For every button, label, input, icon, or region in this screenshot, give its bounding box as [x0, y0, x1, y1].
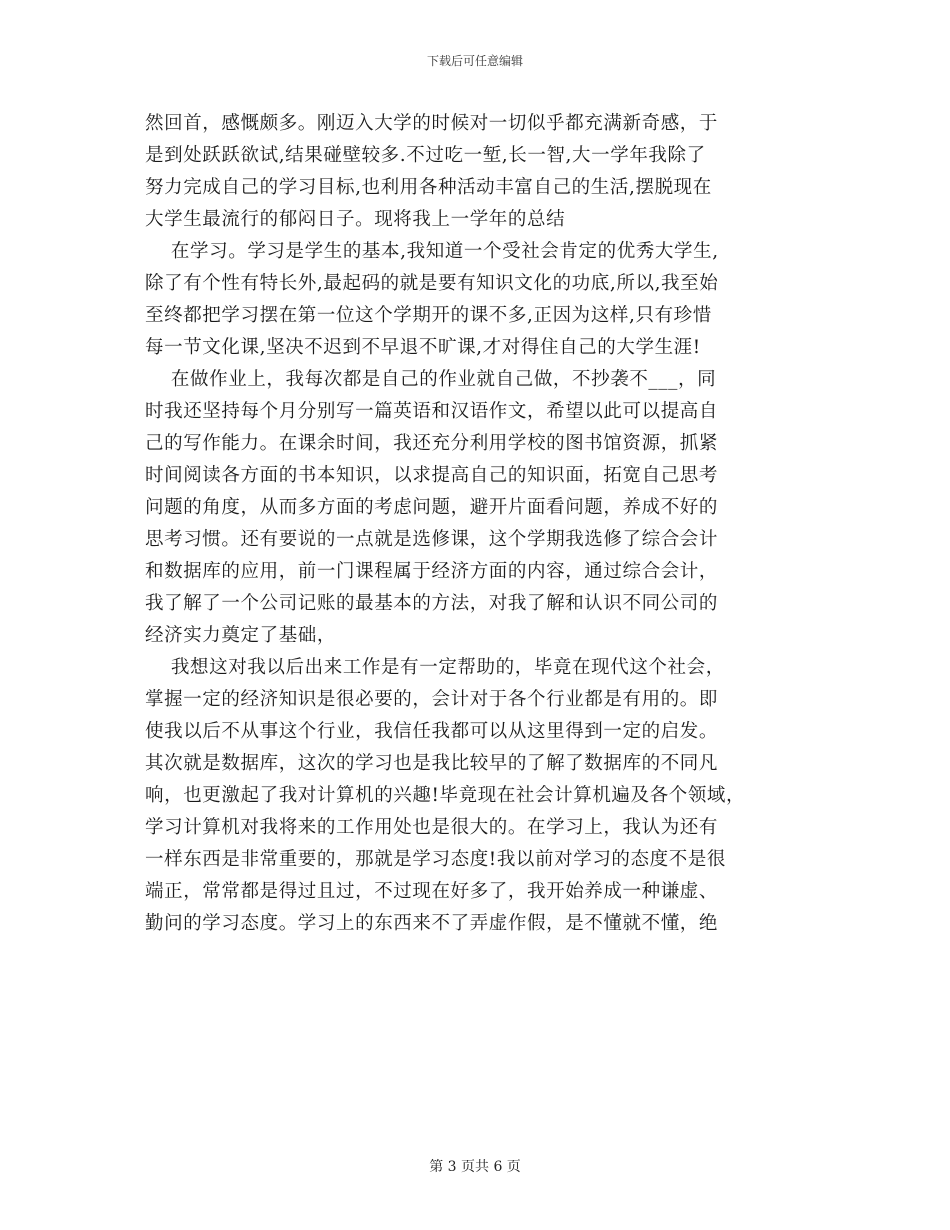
text-line: 努力完成自己的学习目标,也利用各种活动丰富自己的生活,摆脱现在 [145, 177, 712, 198]
text-line: 响，也更激起了我对计算机的兴趣!毕竟现在社会计算机遍及各个领域， [145, 785, 746, 806]
text-line: 其次就是数据库，这次的学习也是我比较早的了解了数据库的不同凡 [145, 753, 719, 774]
document-body [145, 108, 810, 940]
page-header: 下载后可任意编辑 [426, 54, 523, 68]
text-line: 大学生最流行的郁闷日子。现将我上一学年的总结 [145, 209, 566, 230]
text-line: 我想这对我以后出来工作是有一定帮助的，毕竟在现代这个社会， [145, 657, 725, 678]
text-line: 问题的角度，从而多方面的考虑问题，避开片面看问题，养成不好的 [145, 497, 719, 518]
text-line: 和数据库的应用，前一门课程属于经济方面的内容，通过综合会计， [145, 561, 719, 582]
text-line: 在做作业上，我每次都是自己的作业就自己做，不抄袭不___，同 [145, 369, 717, 390]
page-footer: 第 3 页共 6 页 [429, 1159, 521, 1175]
text-line: 掌握一定的经济知识是很必要的，会计对于各个行业都是有用的。即 [145, 689, 719, 710]
text-line: 至终都把学习摆在第一位这个学期开的课不多,正因为这样,只有珍惜 [145, 305, 712, 326]
text-line: 然回首，感慨颇多。刚迈入大学的时候对一切似乎都充满新奇感，于 [145, 113, 719, 134]
text-line: 时我还坚持每个月分别写一篇英语和汉语作文，希望以此可以提高自 [145, 401, 719, 422]
text-line: 除了有个性有特长外,最起码的就是要有知识文化的功底,所以,我至始 [145, 273, 719, 294]
text-line: 在学习。学习是学生的基本,我知道一个受社会肯定的优秀大学生, [145, 241, 719, 262]
text-line: 勤问的学习态度。学习上的东西来不了弄虚作假，是不懂就不懂，绝 [145, 913, 719, 934]
text-line: 端正，常常都是得过且过，不过现在好多了，我开始养成一种谦虚、 [145, 881, 719, 902]
text-line: 经济实力奠定了基础， [145, 625, 337, 646]
text-line: 我了解了一个公司记账的最基本的方法，对我了解和认识不同公司的 [145, 593, 719, 614]
text-line: 思考习惯。还有要说的一点就是选修课，这个学期我选修了综合会计 [145, 529, 719, 550]
text-line: 时间阅读各方面的书本知识，以求提高自己的知识面，拓宽自己思考 [145, 465, 719, 486]
text-line: 己的写作能力。在课余时间，我还充分利用学校的图书馆资源，抓紧 [145, 433, 719, 454]
text-line: 一样东西是非常重要的，那就是学习态度!我以前对学习的态度不是很 [145, 849, 727, 870]
text-line: 是到处跃跃欲试,结果碰壁较多.不过吃一堑,长一智,大一学年我除了 [145, 145, 706, 166]
text-line: 每一节文化课,坚决不迟到不早退不旷课,才对得住自己的大学生涯! [145, 337, 701, 358]
text-line: 学习计算机对我将来的工作用处也是很大的。在学习上，我认为还有 [145, 817, 719, 838]
text-line: 使我以后不从事这个行业，我信任我都可以从这里得到一定的启发。 [145, 721, 719, 742]
